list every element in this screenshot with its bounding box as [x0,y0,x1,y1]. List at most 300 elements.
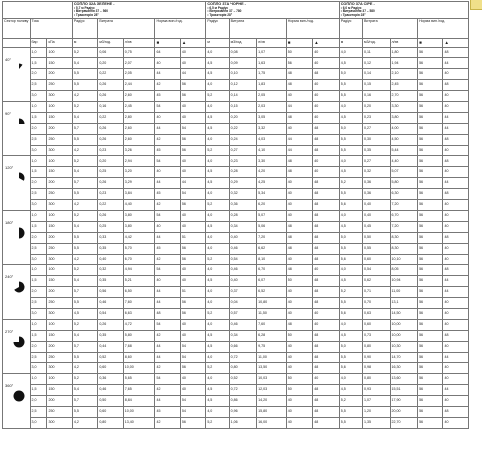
table-cell: 3,0 [30,308,47,319]
table-cell: 1,5 [30,58,47,69]
table-row [3,112,469,123]
table-cell: 2,0 [30,341,47,352]
table-cell: 48 [286,243,312,254]
group-bullet: • Витрачання 37 – 580 [340,9,375,14]
table-cell: 40 [180,210,205,221]
table-cell: 5,0 [339,123,362,134]
table-cell: 6,63 [123,308,155,319]
table-cell: 0,36 [363,178,391,189]
table-cell: 3,0 [30,363,47,374]
table-cell: 0,52 [98,352,123,363]
table-cell: 0,90 [363,352,391,363]
table-cell: 0,23 [363,112,391,123]
table-cell: 1,5 [30,330,47,341]
table-cell: 5,5 [339,91,362,102]
table-cell: 5,6 [339,254,362,265]
table-cell: 4,5 [206,396,229,407]
table-cell: 40 [443,243,469,254]
table-cell: 48 [286,80,312,91]
table-cell: 4,5 [72,308,97,319]
table-cell: 40 [313,58,339,69]
table-row [3,385,469,396]
table-row [3,406,469,417]
table-row [3,287,469,298]
table-cell: 4,0 [206,47,229,58]
table-cell: 0,26 [98,319,123,330]
table-row [3,254,469,265]
table-cell: 5,5 [72,243,97,254]
table-cell: 0,27 [363,123,391,134]
table-cell: 2,10 [390,69,418,80]
table-cell: 4,0 [339,265,362,276]
table-cell: 4,5 [339,276,362,287]
table-cell: 44 [155,287,180,298]
table-cell: 0,33 [98,232,123,243]
table-cell: 5,0 [339,341,362,352]
table-cell: 56 [418,112,443,123]
table-cell: 0,20 [363,102,391,113]
table-cell: 40 [443,210,469,221]
table-cell: 0,54 [363,265,391,276]
table-cell: 0,80 [229,363,257,374]
table-cell: 56 [418,123,443,134]
table-cell: 0,23 [229,156,257,167]
table-cell: 0,40 [229,232,257,243]
table-cell: 6,30 [390,189,418,200]
table-cell: 56 [180,145,205,156]
table-cell: 4,5 [339,58,362,69]
table-cell: 4,10 [257,145,287,156]
table-cell: 0,22 [98,112,123,123]
table-cell: 0,80 [98,417,123,428]
table-cell: 6,07 [257,276,287,287]
table-cell: 56 [418,58,443,69]
table-cell: 40 [286,91,312,102]
table-cell: 56 [418,396,443,407]
table-cell: 2,45 [123,102,155,113]
sector-cell [3,156,31,210]
table-cell: 0,75 [123,47,155,58]
table-cell: 5,2 [339,396,362,407]
table-cell: 48 [443,80,469,91]
table-cell: 2,0 [30,123,47,134]
table-cell: 5,2 [206,200,229,211]
table-cell: 11,00 [257,352,287,363]
sector-cell [3,102,31,156]
table-cell: 4,0 [206,232,229,243]
table-cell: 2,0 [30,178,47,189]
table-cell: 16,30 [390,363,418,374]
table-cell: 10,00 [390,319,418,330]
table-cell: 48 [313,200,339,211]
table-cell: 42 [155,385,180,396]
table-cell: 4,0 [339,319,362,330]
table-cell: 40 [155,276,180,287]
table-cell: 0,50 [363,232,391,243]
radius-header: Радіус [206,18,229,38]
group-header-1 [72,2,205,19]
table-cell: 4,0 [339,210,362,221]
table-cell: 5,4 [72,330,97,341]
table-cell: 48 [286,265,312,276]
table-cell: 48 [443,156,469,167]
table-cell: 48 [313,417,339,428]
table-cell: 48 [313,189,339,200]
triangle-spacing-icon: ▲ [443,38,469,47]
group-bullet: • Траєкторія 28° [207,12,233,17]
table-cell: 6,52 [257,287,287,298]
table-cell: 2,5 [30,352,47,363]
table-cell: 0,54 [98,308,123,319]
table-cell: 40 [313,91,339,102]
table-row [3,265,469,276]
table-cell: 4,5 [339,385,362,396]
table-cell: 56 [418,417,443,428]
table-cell: 20,00 [390,406,418,417]
table-cell: 0,06 [98,47,123,58]
table-cell: 56 [418,308,443,319]
table-cell: 4,25 [257,178,287,189]
table-cell: 40 [443,200,469,211]
triangle-spacing-icon: ▲ [313,38,339,47]
table-cell: 0,26 [98,80,123,91]
table-cell: 0,23 [98,145,123,156]
table-cell: 150 [47,276,72,287]
table-cell: 44 [443,112,469,123]
table-cell: 40 [313,156,339,167]
table-cell: 56 [418,352,443,363]
table-cell: 48 [313,134,339,145]
group-header-3 [339,2,468,19]
table-cell: 0,20 [98,156,123,167]
table-cell: 56 [418,254,443,265]
table-cell: 48 [313,243,339,254]
table-row [3,341,469,352]
table-cell: 0,46 [98,385,123,396]
table-cell: 0,26 [98,123,123,134]
unit-m: м [206,38,229,47]
table-cell: 4,0 [206,265,229,276]
table-cell: 40 [180,385,205,396]
table-cell: 42 [155,363,180,374]
table-cell: 40 [286,254,312,265]
table-cell: 0,71 [363,287,391,298]
table-cell: 4,40 [123,200,155,211]
table-cell: 0,32 [98,265,123,276]
table-cell: 6,70 [257,265,287,276]
table-cell: 5,5 [339,417,362,428]
table-cell: 5,5 [339,189,362,200]
table-row [3,189,469,200]
table-cell: 42 [155,80,180,91]
table-cell: 48 [443,134,469,145]
table-cell: 4,5 [206,385,229,396]
table-cell: 3,05 [257,112,287,123]
table-cell: 0,15 [363,80,391,91]
table-cell: 3,29 [123,178,155,189]
group-bullet: • 6,5 м Радіус [207,5,229,10]
table-cell: 56 [286,58,312,69]
sector-pie-icon [13,118,25,130]
table-cell: 54 [155,102,180,113]
table-cell: 4,0 [339,47,362,58]
table-cell: 44 [155,232,180,243]
sector-cell [3,319,31,373]
table-cell: 0,34 [229,221,257,232]
table-cell: 44 [443,123,469,134]
table-cell: 48 [313,406,339,417]
table-cell: 0,27 [363,156,391,167]
table-cell: 4,0 [206,210,229,221]
table-row [3,145,469,156]
sector-pie-fill [19,64,23,70]
table-cell: 5,5 [72,298,97,309]
table-cell: 40 [180,330,205,341]
table-cell: 40 [155,167,180,178]
sector-pie-icon [13,227,25,239]
table-cell: 14,70 [390,352,418,363]
table-row [3,80,469,91]
table-cell: 10,94 [390,276,418,287]
table-cell: 50 [286,385,312,396]
table-row [3,319,469,330]
table-cell: 56 [180,80,205,91]
table-cell: 5,5 [339,134,362,145]
table-cell: 150 [47,385,72,396]
table-cell: 44 [155,298,180,309]
table-cell: 3,26 [123,145,155,156]
table-cell: 5,2 [72,374,97,385]
corner-tab[interactable] [470,0,482,10]
sector-pie-icon [13,63,25,75]
table-cell: 300 [47,363,72,374]
table-cell: 56 [418,145,443,156]
table-cell: 8,84 [123,396,155,407]
table-cell: 4,5 [206,276,229,287]
group-title-3: СОПЛО 37A СІРЕ - [340,2,375,6]
table-cell: 200 [47,396,72,407]
table-cell: 0,72 [229,385,257,396]
table-cell: 48 [443,265,469,276]
table-cell: 40 [443,69,469,80]
table-cell: 48 [313,123,339,134]
table-cell: 5,6 [339,363,362,374]
table-cell: 40 [286,178,312,189]
table-cell: 0,63 [363,308,391,319]
table-cell: 5,7 [72,341,97,352]
table-cell: 1,80 [390,47,418,58]
table-cell: 50 [286,276,312,287]
table-cell: 2,5 [30,134,47,145]
table-cell: 40 [443,91,469,102]
table-cell: 48 [313,276,339,287]
table-cell: 40 [180,319,205,330]
table-cell: 0,70 [363,298,391,309]
table-cell: 44 [155,341,180,352]
table-cell: 100 [47,374,72,385]
table-cell: 0,54 [229,254,257,265]
table-cell: 3,84 [123,189,155,200]
pressure-header: Тиск [30,18,72,38]
unit-m3h: м3/год. [98,38,123,47]
table-cell: 0,27 [229,145,257,156]
table-cell: 5,2 [339,287,362,298]
table-cell: 40 [286,298,312,309]
group-bullet: • Траєкторія 28° [340,12,366,17]
table-cell: 3,30 [390,102,418,113]
table-cell: 54 [155,265,180,276]
table-row [3,308,469,319]
table-cell: 42 [155,330,180,341]
table-cell: 300 [47,91,72,102]
sector-pie-fill [14,391,25,402]
table-cell: 4,5 [339,167,362,178]
table-cell: 42 [155,417,180,428]
table-cell: 4,0 [206,319,229,330]
table-cell: 44 [443,287,469,298]
table-cell: 48 [313,287,339,298]
table-cell: 40 [443,254,469,265]
table-cell: 0,46 [98,298,123,309]
table-cell: 3,80 [123,210,155,221]
table-cell: 40 [313,167,339,178]
table-cell: 40 [180,374,205,385]
table-cell: 0,55 [363,243,391,254]
table-cell: 5,2 [206,254,229,265]
table-cell: 56 [180,298,205,309]
table-cell: 4,5 [339,330,362,341]
table-cell: 0,22 [98,69,123,80]
table-cell: 56 [180,308,205,319]
flow-header: Витрата [98,18,155,38]
square-spacing-icon: ■ [286,38,312,47]
table-cell: 7,60 [123,298,155,309]
table-cell: 0,60 [363,254,391,265]
table-cell: 44 [286,134,312,145]
table-cell: 7,20 [390,200,418,211]
table-cell: 5,44 [390,145,418,156]
table-cell: 48 [286,319,312,330]
radius-header: Радіус [339,18,362,38]
table-cell: 1,0 [30,210,47,221]
table-cell: 56 [418,243,443,254]
table-cell: 44 [286,102,312,113]
table-cell: 3,80 [390,112,418,123]
table-cell: 16,00 [257,417,287,428]
table-cell: 5,70 [123,243,155,254]
table-cell: 40 [180,112,205,123]
table-cell: 4,5 [206,112,229,123]
table-cell: 48 [313,352,339,363]
table-cell: 50 [286,330,312,341]
table-cell: 11,00 [390,287,418,298]
table-cell: 7,20 [390,221,418,232]
table-cell: 42 [155,200,180,211]
table-cell: 1,0 [30,319,47,330]
unit-m3h: м3/год. [363,38,391,47]
table-cell: 0,16 [363,91,391,102]
table-cell: 100 [47,210,72,221]
table-cell: 44 [155,69,180,80]
table-cell: 1,0 [30,102,47,113]
table-cell: 0,11 [363,47,391,58]
table-cell: 0,22 [98,200,123,211]
table-cell: 56 [418,200,443,211]
table-cell: 0,32 [229,189,257,200]
table-cell: 13,40 [123,417,155,428]
table-cell: 1,94 [390,58,418,69]
table-cell: 40 [180,102,205,113]
table-cell: 5,6 [339,200,362,211]
table-cell: 4,03 [257,134,287,145]
table-cell: 2,60 [123,123,155,134]
table-cell: 0,57 [229,308,257,319]
table-cell: 4,5 [206,167,229,178]
table-cell: 0,26 [98,210,123,221]
table-cell: 40 [286,341,312,352]
table-cell: 150 [47,112,72,123]
table-cell: 1,5 [30,112,47,123]
table-cell: 44 [155,178,180,189]
table-cell: 54 [180,123,205,134]
table-cell: 44 [443,352,469,363]
table-cell: 0,04 [229,298,257,309]
table-cell: 1,20 [363,406,391,417]
table-cell: 0,40 [229,276,257,287]
table-cell: 56 [418,102,443,113]
table-cell: 5,2 [206,145,229,156]
table-cell: 0,73 [363,330,391,341]
table-cell: 48 [313,330,339,341]
table-cell: 40 [286,352,312,363]
table-row [3,221,469,232]
table-cell: 5,5 [72,80,97,91]
table-cell: 44 [155,123,180,134]
table-row [3,200,469,211]
table-cell: 22,70 [390,417,418,428]
table-cell: 4,2 [72,200,97,211]
table-cell: 44 [155,352,180,363]
table-cell: 200 [47,178,72,189]
table-cell: 250 [47,243,72,254]
table-cell: 4,40 [390,156,418,167]
table-cell: 40 [155,112,180,123]
table-cell: 15,80 [257,406,287,417]
table-cell: 56 [418,298,443,309]
sector-pie-icon [13,281,25,293]
table-cell: 40 [443,102,469,113]
table-cell: 2,5 [30,406,47,417]
table-cell: 7,65 [123,385,155,396]
table-cell: 40 [286,210,312,221]
table-cell: 0,60 [98,406,123,417]
table-row [3,276,469,287]
table-cell: 40 [313,265,339,276]
table-cell: 1,0 [30,265,47,276]
table-cell: 0,60 [363,319,391,330]
table-cell: 4,5 [206,69,229,80]
table-cell: 40 [286,396,312,407]
flow-header: Витрата [229,18,286,38]
table-cell: 0,20 [229,112,257,123]
table-cell: 40 [443,308,469,319]
table-cell: 44 [180,69,205,80]
table-cell: 56 [418,374,443,385]
table-row [3,156,469,167]
table-cell: 44 [443,276,469,287]
table-cell: 48 [155,308,180,319]
table-cell: 10,30 [390,341,418,352]
